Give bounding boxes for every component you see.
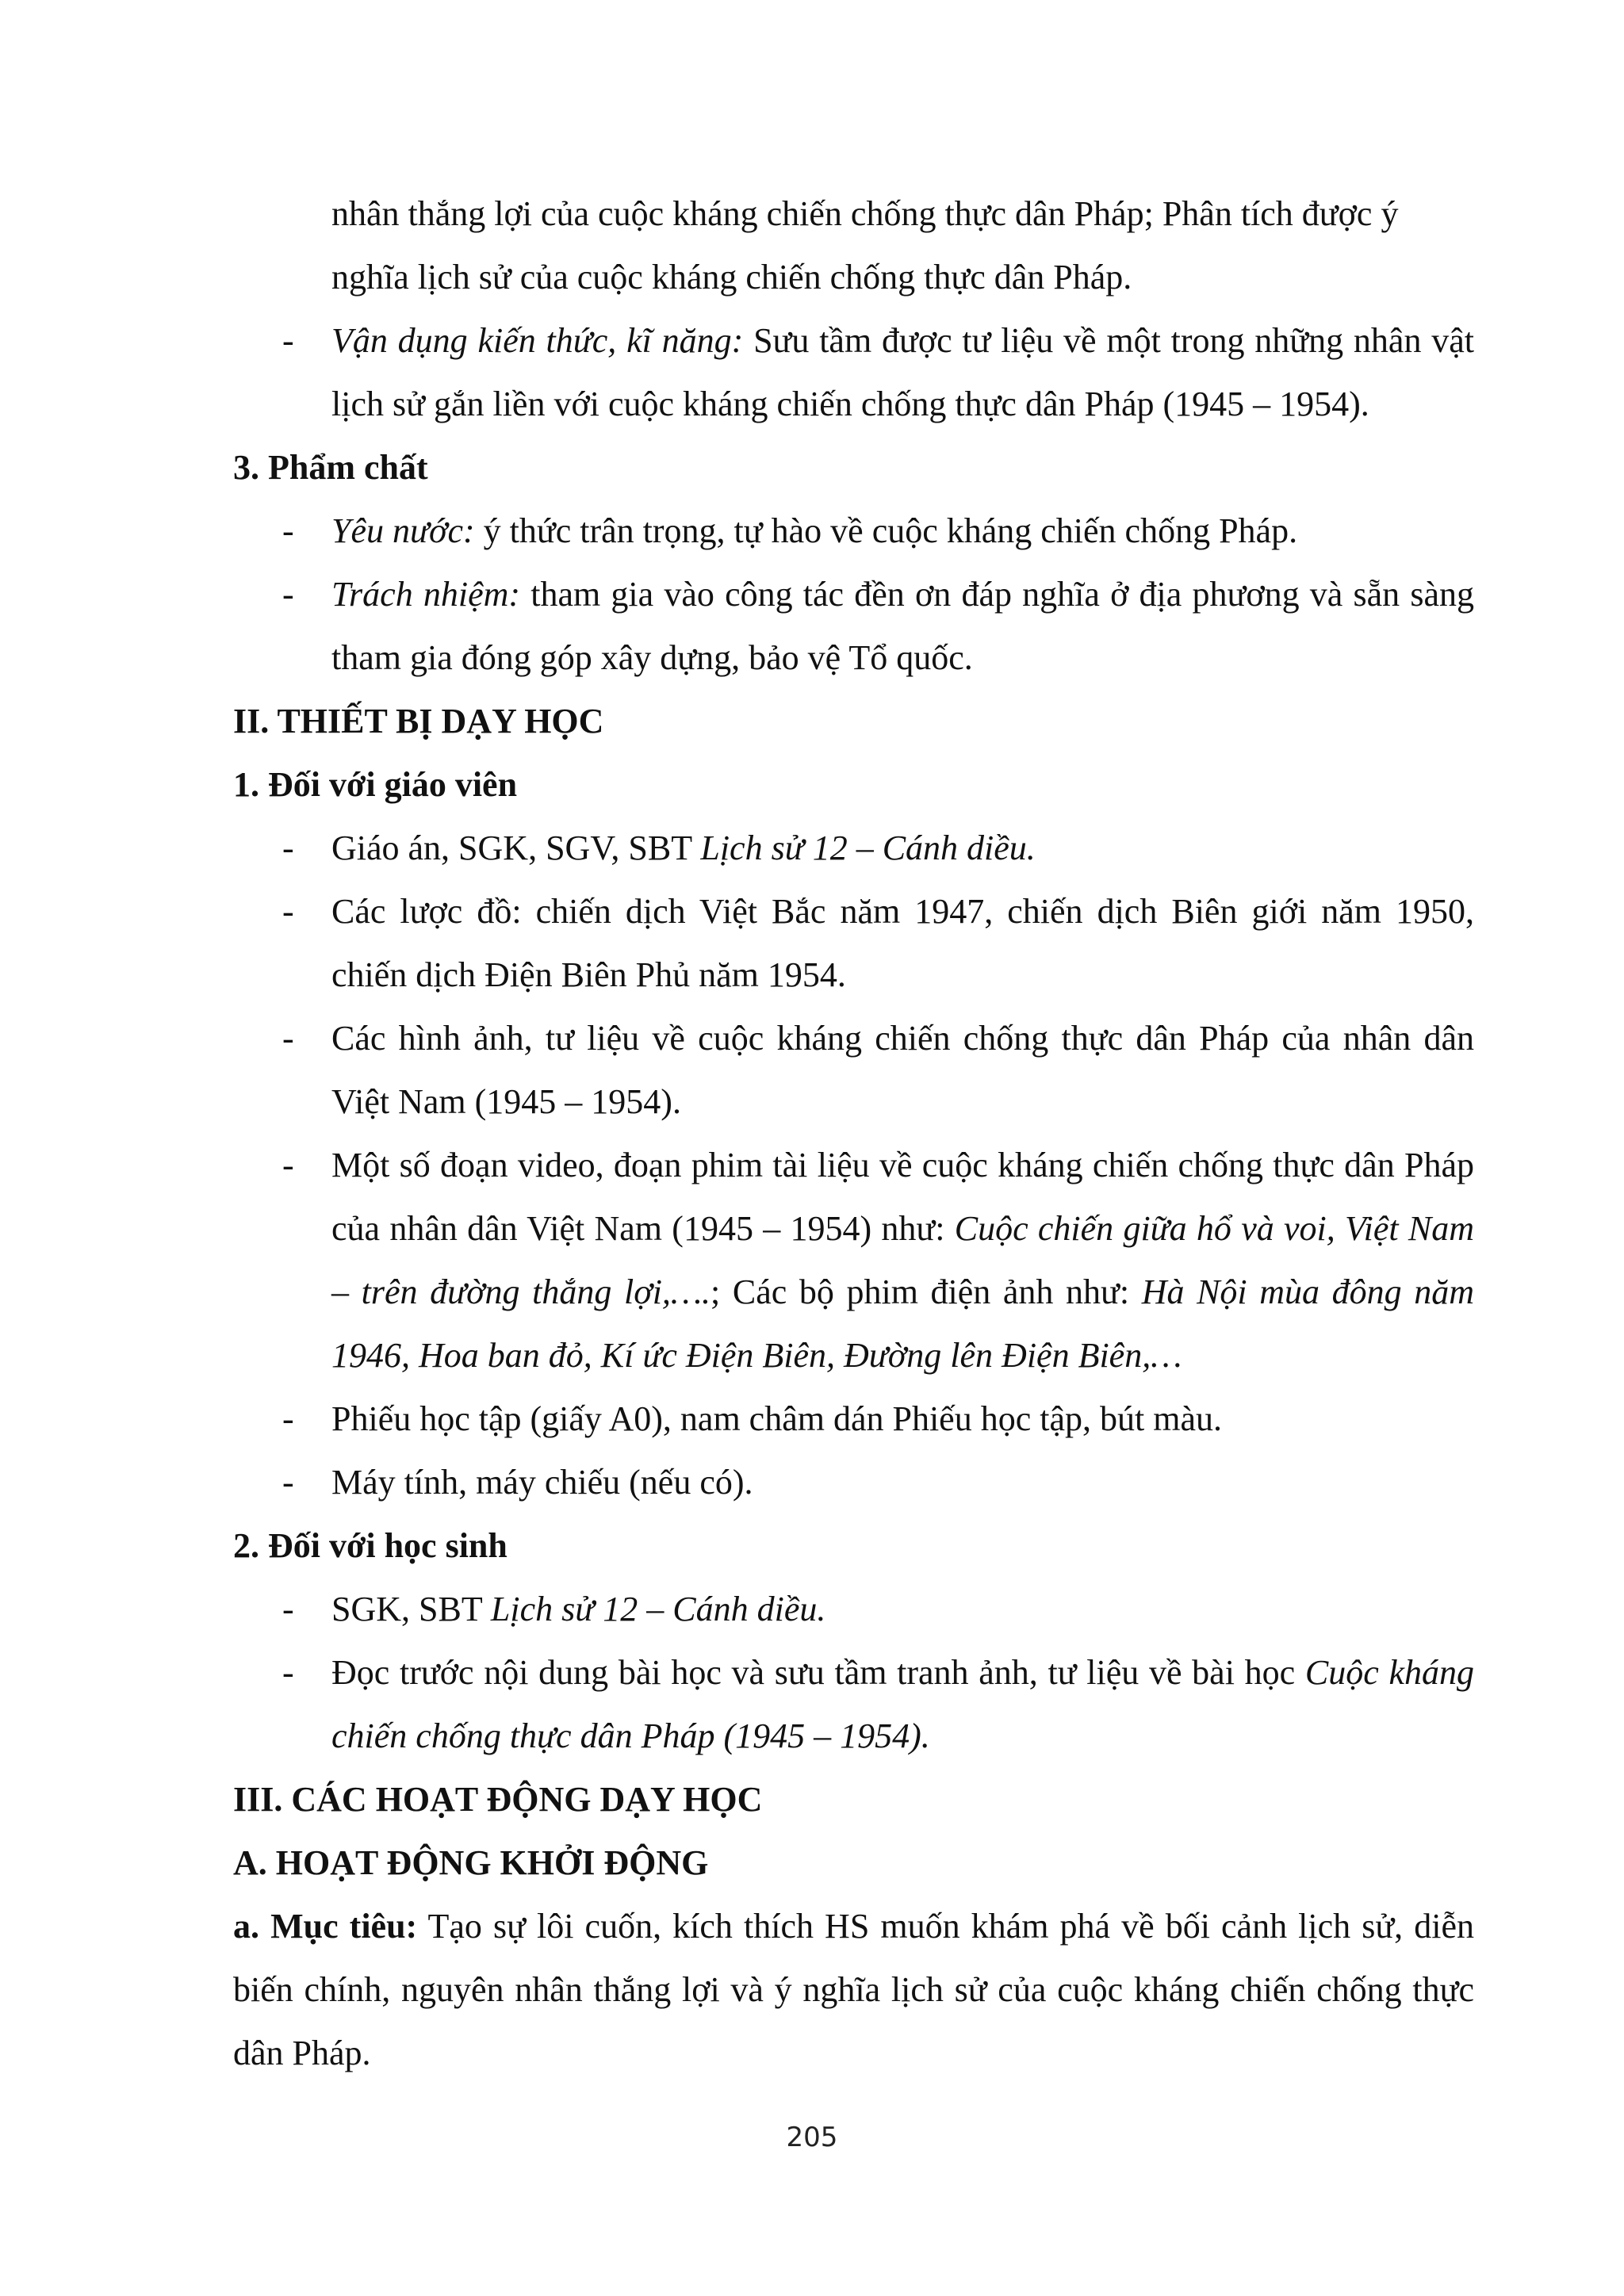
item-label: Vận dụng kiến thức, kĩ năng: bbox=[331, 321, 744, 360]
item-text: Máy tính, máy chiếu (nếu có). bbox=[331, 1463, 753, 1502]
item-text: tham gia vào công tác đền ơn đáp nghĩa ở địa phương và sẵn sàng tham gia đóng góp xây dựng, bảo vệ Tổ quốc. bbox=[331, 575, 1475, 677]
subheading-giao-vien: 1. Đối với giáo viên bbox=[233, 765, 518, 804]
item-text: Các hình ảnh, tư liệu về cuộc kháng chiến chống thực dân Pháp của nhân dân Việt Nam (1945 – 1954). bbox=[331, 1019, 1474, 1121]
subheading-khoi-dong: A. HOẠT ĐỘNG KHỞI ĐỘNG bbox=[233, 1843, 709, 1882]
bullet-dash: - bbox=[282, 892, 294, 931]
item-text: Các lược đồ: chiến dịch Việt Bắc năm 1947, chiến dịch Biên giới năm 1950, chiến dịch Điện Biên Phủ năm 1954. bbox=[331, 892, 1474, 994]
bullet-dash: - bbox=[282, 321, 294, 360]
bullet-dash: - bbox=[282, 1019, 294, 1058]
list-item-may-tinh bbox=[233, 1451, 1474, 1514]
document-page bbox=[233, 182, 1474, 2085]
part-heading-hoat-dong: III. CÁC HOẠT ĐỘNG DẠY HỌC bbox=[233, 1780, 763, 1819]
list-item-doc-truoc bbox=[233, 1641, 1474, 1768]
item-italic: Lịch sử 12 – Cánh diều. bbox=[700, 828, 1036, 867]
item-italic: Cuộc chiến giữa hổ và voi, Việt Nam – trên đường thắng lợi,…. bbox=[331, 1209, 1474, 1311]
bullet-dash: - bbox=[282, 1463, 294, 1502]
list-item-giao-an bbox=[233, 817, 1474, 880]
item-text: Sưu tầm được tư liệu về một trong những nhân vật lịch sử gắn liền với cuộc kháng chiến chống thực dân Pháp (1945 – 1954). bbox=[331, 321, 1474, 423]
list-item-van-dung bbox=[233, 309, 1474, 436]
bullet-dash: - bbox=[282, 828, 294, 867]
list-item-luoc-do bbox=[233, 880, 1474, 1007]
list-item-yeu-nuoc bbox=[233, 499, 1474, 563]
list-item-video bbox=[233, 1134, 1474, 1387]
bullet-dash: - bbox=[282, 575, 294, 614]
item-italic: Hà Nội mùa đông năm 1946, Hoa ban đỏ, Kí ức Điện Biên, Đường lên Điện Biên,… bbox=[331, 1272, 1475, 1375]
item-text: SGK, SBT bbox=[331, 1590, 491, 1628]
list-item-phieu-hoc-tap bbox=[233, 1387, 1474, 1451]
bullet-dash: - bbox=[282, 1590, 294, 1628]
list-item-sgk bbox=[233, 1578, 1474, 1641]
bullet-dash: - bbox=[282, 1399, 294, 1438]
page-number: 205 bbox=[786, 2122, 838, 2153]
bullet-dash: - bbox=[282, 511, 294, 550]
list-item-trach-nhiem bbox=[233, 563, 1474, 690]
part-heading-thiet-bi: II. THIẾT BỊ DẠY HỌC bbox=[233, 702, 604, 740]
item-text: Giáo án, SGK, SGV, SBT bbox=[331, 828, 701, 867]
paragraph-continued-2: nghĩa lịch sử của cuộc kháng chiến chống thực dân Pháp. bbox=[331, 258, 1132, 297]
goal-text: Tạo sự lôi cuốn, kích thích HS muốn khám phá về bối cảnh lịch sử, diễn biến chính, nguyên nhân thắng lợi và ý nghĩa lịch sử của cuộc kháng chiến chống thực dân Pháp. bbox=[233, 1907, 1475, 2072]
item-label: Trách nhiệm: bbox=[331, 575, 521, 614]
bullet-dash: - bbox=[282, 1653, 294, 1692]
subheading-hoc-sinh: 2. Đối với học sinh bbox=[233, 1526, 508, 1565]
item-text: Một số đoạn video, đoạn phim tài liệu về cuộc kháng chiến chống thực dân Pháp của nhân dân Việt Nam (1945 – 1954) như: bbox=[331, 1146, 1474, 1248]
section-heading-pham-chat: 3. Phẩm chất bbox=[233, 448, 428, 487]
goal-label: a. Mục tiêu: bbox=[233, 1907, 418, 1946]
item-label: Yêu nước: bbox=[331, 511, 475, 550]
item-text: Đọc trước nội dung bài học và sưu tầm tranh ảnh, tư liệu về bài học bbox=[331, 1653, 1305, 1692]
paragraph-continued-1: nhân thắng lợi của cuộc kháng chiến chống thực dân Pháp; Phân tích được ý bbox=[331, 194, 1399, 233]
item-text: ý thức trân trọng, tự hào về cuộc kháng chiến chống Pháp. bbox=[474, 511, 1298, 550]
item-text: Phiếu học tập (giấy A0), nam châm dán Phiếu học tập, bút màu. bbox=[331, 1399, 1222, 1438]
bullet-dash: - bbox=[282, 1146, 294, 1184]
paragraph-muc-tieu bbox=[233, 1895, 1474, 2085]
item-italic: Cuộc kháng chiến chống thực dân Pháp (1945 – 1954). bbox=[331, 1653, 1475, 1755]
item-italic: Lịch sử 12 – Cánh diều. bbox=[490, 1590, 826, 1628]
list-item-hinh-anh bbox=[233, 1007, 1474, 1134]
item-text: ; Các bộ phim điện ảnh như: bbox=[710, 1272, 1142, 1311]
